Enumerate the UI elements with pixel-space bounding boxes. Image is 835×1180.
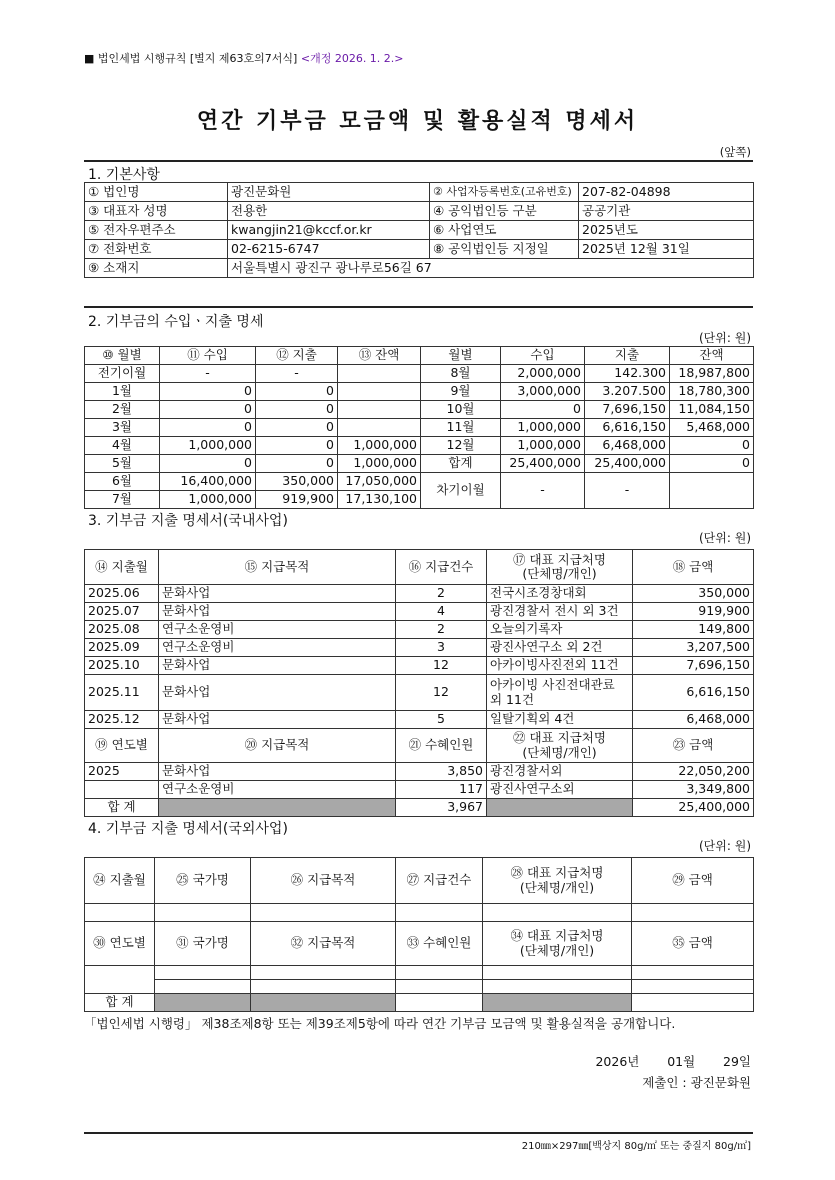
cell: 3.207.500 xyxy=(585,383,670,401)
cell: 1,000,000 xyxy=(501,437,585,455)
cell: 6,616,150 xyxy=(633,675,754,711)
table-row xyxy=(85,455,754,473)
cell: 12 xyxy=(396,675,487,711)
cell: 0 xyxy=(670,437,754,455)
empty-row xyxy=(85,980,754,994)
table-row xyxy=(85,585,754,603)
cell: 1,000,000 xyxy=(160,437,256,455)
label: ⑤ 전자우편주소 xyxy=(85,221,228,240)
foreign-header xyxy=(85,858,754,904)
cell: 2 xyxy=(396,621,487,639)
cell: 0 xyxy=(670,455,754,473)
cell: 오늘의기록자 xyxy=(487,621,633,639)
cell: 4월 xyxy=(85,437,160,455)
cell: 문화사업 xyxy=(159,711,396,729)
basic-row xyxy=(85,240,754,259)
submission-date xyxy=(595,1052,751,1070)
form-reference xyxy=(84,50,404,66)
cell: 문화사업 xyxy=(159,585,396,603)
col-header: ㉔ 지출월 xyxy=(85,858,155,904)
col-header: ㉓ 금액 xyxy=(633,729,754,763)
page-side-label: (앞쪽) xyxy=(719,145,751,159)
cell: - xyxy=(160,365,256,383)
col-header-line1: ⑰ 대표 지급처명 xyxy=(513,551,606,567)
col-header-line1: ㉘ 대표 지급처명 xyxy=(510,865,604,881)
monthly-table xyxy=(84,346,754,509)
value: 02-6215-6747 xyxy=(228,240,430,259)
cell: 1,000,000 xyxy=(338,455,421,473)
cell: 12 xyxy=(396,657,487,675)
cell-line2: 외 11건 xyxy=(490,691,535,707)
basic-info-table xyxy=(84,182,754,278)
cell: 광진사연구소외 xyxy=(487,781,633,799)
cell: 2025.07 xyxy=(85,603,159,621)
cell: 25,400,000 xyxy=(501,455,585,473)
col-header-line1: ㉞ 대표 지급처명 xyxy=(510,928,604,944)
value: 207-82-04898 xyxy=(579,183,754,202)
cell: - xyxy=(256,365,338,383)
revision-note: <개정 2026. 1. 2.> xyxy=(300,52,404,65)
label: ④ 공익법인등 구분 xyxy=(430,202,579,221)
carry-balance xyxy=(670,473,754,509)
carry-expense: - xyxy=(585,473,670,509)
cell: 17,130,100 xyxy=(338,491,421,509)
cell: 3,850 xyxy=(396,763,487,781)
cell: 0 xyxy=(160,401,256,419)
col-header-line2: (단체명/개인) xyxy=(522,566,597,581)
cell: 문화사업 xyxy=(159,603,396,621)
date-day: 29일 xyxy=(723,1054,751,1069)
basic-row xyxy=(85,221,754,240)
cell: 0 xyxy=(160,419,256,437)
cell: 광진사연구소 외 2건 xyxy=(487,639,633,657)
col-header: 잔액 xyxy=(670,347,754,365)
col-header: ㉚ 연도별 xyxy=(85,922,155,966)
value: 2025년도 xyxy=(579,221,754,240)
cell: 3,207,500 xyxy=(633,639,754,657)
cell: 합계 xyxy=(421,455,501,473)
col-header: ㉖ 지급목적 xyxy=(251,858,396,904)
cell: 2025.10 xyxy=(85,657,159,675)
total-amount: 25,400,000 xyxy=(633,799,754,817)
cell: 문화사업 xyxy=(159,763,396,781)
unit-label: (단위: 원) xyxy=(699,531,751,545)
cell: 18,987,800 xyxy=(670,365,754,383)
cell: 6월 xyxy=(85,473,160,491)
cell: 11,084,150 xyxy=(670,401,754,419)
foreign-table xyxy=(84,857,754,1012)
label: ③ 대표자 성명 xyxy=(85,202,228,221)
col-header: ⑯ 지급건수 xyxy=(396,550,487,585)
col-header: ㉝ 수혜인원 xyxy=(396,922,483,966)
table-row xyxy=(85,621,754,639)
section-2-title: 2. 기부금의 수입ㆍ지출 명세 xyxy=(88,314,264,330)
cell: 0 xyxy=(501,401,585,419)
col-header: ⑩ 월별 xyxy=(85,347,160,365)
cell xyxy=(487,675,633,711)
table-row xyxy=(85,711,754,729)
col-header: ㉛ 국가명 xyxy=(155,922,251,966)
cell xyxy=(338,383,421,401)
col-header: ⑭ 지출월 xyxy=(85,550,159,585)
cell: 0 xyxy=(256,419,338,437)
value: kwangjin21@kccf.or.kr xyxy=(228,221,430,240)
col-header-line2: (단체명/개인) xyxy=(519,942,595,958)
table-row xyxy=(85,603,754,621)
address-value: 서울특별시 광진구 광나루로56길 67 xyxy=(228,259,754,278)
col-header xyxy=(483,858,632,904)
label: ⑥ 사업연도 xyxy=(430,221,579,240)
col-header xyxy=(487,550,633,585)
paper-spec: 210㎜×297㎜[백상지 80g/㎡ 또는 중질지 80g/㎡] xyxy=(521,1141,751,1152)
col-header: ㉙ 금액 xyxy=(632,858,754,904)
cell: 2025 xyxy=(85,763,159,781)
cell: 연구소운영비 xyxy=(159,621,396,639)
foreign-header-2 xyxy=(85,922,754,966)
col-header: ⑬ 잔액 xyxy=(338,347,421,365)
col-header: ⑮ 지급목적 xyxy=(159,550,396,585)
col-header xyxy=(483,922,632,966)
cell: 7,696,150 xyxy=(585,401,670,419)
total-count: 3,967 xyxy=(396,799,487,817)
cell-line1: 아카이빙 사진전대관료 xyxy=(490,677,615,693)
value: 전용한 xyxy=(228,202,430,221)
cell: 2025.12 xyxy=(85,711,159,729)
value: 공공기관 xyxy=(579,202,754,221)
basic-row xyxy=(85,202,754,221)
cell: 1,000,000 xyxy=(501,419,585,437)
cell xyxy=(338,401,421,419)
cell: 1,000,000 xyxy=(338,437,421,455)
col-header-line2: (단체명/개인) xyxy=(522,744,597,760)
cell: 2025.09 xyxy=(85,639,159,657)
cell: 3,000,000 xyxy=(501,383,585,401)
col-header: ㉕ 국가명 xyxy=(155,858,251,904)
section-3-title: 3. 기부금 지출 명세서(국내사업) xyxy=(88,513,288,529)
total-label: 합 계 xyxy=(85,799,159,817)
table-row xyxy=(85,675,754,711)
col-header: ⑳ 지급목적 xyxy=(159,729,396,763)
col-header: 월별 xyxy=(421,347,501,365)
empty-row xyxy=(85,904,754,922)
table-row xyxy=(85,383,754,401)
cell: 3 xyxy=(396,639,487,657)
total-row xyxy=(85,799,754,817)
table-row xyxy=(85,419,754,437)
cell: 0 xyxy=(256,455,338,473)
cell: 919,900 xyxy=(256,491,338,509)
domestic-table xyxy=(84,549,754,817)
value: 광진문화원 xyxy=(228,183,430,202)
cell: 2025.06 xyxy=(85,585,159,603)
col-header: ⑱ 금액 xyxy=(633,550,754,585)
cell: 광진경찰서 전시 외 3건 xyxy=(487,603,633,621)
carry-label: 차기이월 xyxy=(421,473,501,509)
label: ⑧ 공익법인등 지정일 xyxy=(430,240,579,259)
cell: 16,400,000 xyxy=(160,473,256,491)
gray-cell xyxy=(483,994,632,1012)
domestic-header-2 xyxy=(85,729,754,763)
cell: 2025.11 xyxy=(85,675,159,711)
address-row xyxy=(85,259,754,278)
gray-cell xyxy=(159,799,396,817)
cell: 0 xyxy=(256,437,338,455)
cell: 0 xyxy=(160,383,256,401)
gray-cell xyxy=(155,994,251,1012)
total-label: 합 계 xyxy=(85,994,155,1012)
cell: 25,400,000 xyxy=(585,455,670,473)
cell: 2025.08 xyxy=(85,621,159,639)
cell: 6,616,150 xyxy=(585,419,670,437)
cell: 문화사업 xyxy=(159,657,396,675)
col-header: ⑪ 수입 xyxy=(160,347,256,365)
cell: 10월 xyxy=(421,401,501,419)
cell: 연구소운영비 xyxy=(159,781,396,799)
col-header: ㉑ 수혜인원 xyxy=(396,729,487,763)
cell: 3월 xyxy=(85,419,160,437)
cell: 2,000,000 xyxy=(501,365,585,383)
table-row xyxy=(85,639,754,657)
cell: 전기이월 xyxy=(85,365,160,383)
form-ref-text: ■ 법인세법 시행규칙 [별지 제63호의7서식] xyxy=(84,52,298,65)
date-month: 01월 xyxy=(667,1054,696,1069)
col-header: 지출 xyxy=(585,347,670,365)
cell xyxy=(338,419,421,437)
section-4-title: 4. 기부금 지출 명세서(국외사업) xyxy=(88,821,288,837)
cell: 919,900 xyxy=(633,603,754,621)
col-header: ㉟ 금액 xyxy=(632,922,754,966)
cell: 18,780,300 xyxy=(670,383,754,401)
cell: 6,468,000 xyxy=(633,711,754,729)
carry-income: - xyxy=(501,473,585,509)
total-count xyxy=(396,994,483,1012)
cell: 117 xyxy=(396,781,487,799)
total-amount xyxy=(632,994,754,1012)
cell: 2 xyxy=(396,585,487,603)
col-header: ⑫ 지출 xyxy=(256,347,338,365)
label: ② 사업자등록번호(고유번호) xyxy=(430,183,579,202)
total-row xyxy=(85,994,754,1012)
cell: 5월 xyxy=(85,455,160,473)
table-row xyxy=(85,473,754,491)
col-header-line2: (단체명/개인) xyxy=(519,879,595,895)
cell: 0 xyxy=(160,455,256,473)
legal-statement: 「법인세법 시행령」 제38조제8항 또는 제39조제5항에 따라 연간 기부금 모금액 및 활용실적을 공개합니다. xyxy=(84,1016,676,1031)
table-row xyxy=(85,437,754,455)
cell: 5 xyxy=(396,711,487,729)
label: ① 법인명 xyxy=(85,183,228,202)
col-header-line1: ㉒ 대표 지급처명 xyxy=(513,730,606,746)
cell: 3,349,800 xyxy=(633,781,754,799)
cell: 17,050,000 xyxy=(338,473,421,491)
col-header: 수입 xyxy=(501,347,585,365)
cell: 문화사업 xyxy=(159,675,396,711)
empty-row xyxy=(85,966,754,980)
submitter: 제출인 : 광진문화원 xyxy=(642,1075,751,1090)
cell: 0 xyxy=(256,401,338,419)
cell xyxy=(85,781,159,799)
basic-row xyxy=(85,183,754,202)
monthly-header xyxy=(85,347,754,365)
section-1-title: 1. 기본사항 xyxy=(88,167,160,183)
value: 2025년 12월 31일 xyxy=(579,240,754,259)
cell xyxy=(338,365,421,383)
cell: 9월 xyxy=(421,383,501,401)
cell: 350,000 xyxy=(633,585,754,603)
gray-cell xyxy=(251,994,396,1012)
unit-label: (단위: 원) xyxy=(699,331,751,345)
col-header: ㉗ 지급건수 xyxy=(396,858,483,904)
cell: 1,000,000 xyxy=(160,491,256,509)
cell: 1월 xyxy=(85,383,160,401)
cell: 0 xyxy=(256,383,338,401)
cell: 12월 xyxy=(421,437,501,455)
cell: 2월 xyxy=(85,401,160,419)
table-row xyxy=(85,781,754,799)
label: ⑨ 소재지 xyxy=(85,259,228,278)
cell: 7월 xyxy=(85,491,160,509)
cell: 6,468,000 xyxy=(585,437,670,455)
table-row xyxy=(85,365,754,383)
label: ⑦ 전화번호 xyxy=(85,240,228,259)
cell: 5,468,000 xyxy=(670,419,754,437)
cell: 11월 xyxy=(421,419,501,437)
cell: 7,696,150 xyxy=(633,657,754,675)
cell: 22,050,200 xyxy=(633,763,754,781)
date-year: 2026년 xyxy=(595,1054,640,1069)
cell: 8월 xyxy=(421,365,501,383)
cell: 142.300 xyxy=(585,365,670,383)
cell: 4 xyxy=(396,603,487,621)
col-header: ⑲ 연도별 xyxy=(85,729,159,763)
col-header xyxy=(487,729,633,763)
cell: 아카이빙사진전외 11건 xyxy=(487,657,633,675)
unit-label: (단위: 원) xyxy=(699,839,751,853)
domestic-header xyxy=(85,550,754,585)
cell: 350,000 xyxy=(256,473,338,491)
cell: 광진경찰서외 xyxy=(487,763,633,781)
cell: 전국시조경창대회 xyxy=(487,585,633,603)
table-row xyxy=(85,657,754,675)
document-title: 연간 기부금 모금액 및 활용실적 명세서 xyxy=(196,109,639,134)
cell: 연구소운영비 xyxy=(159,639,396,657)
table-row xyxy=(85,401,754,419)
gray-cell xyxy=(487,799,633,817)
table-row xyxy=(85,763,754,781)
cell: 일탈기획외 4건 xyxy=(487,711,633,729)
cell: 149,800 xyxy=(633,621,754,639)
col-header: ㉜ 지급목적 xyxy=(251,922,396,966)
